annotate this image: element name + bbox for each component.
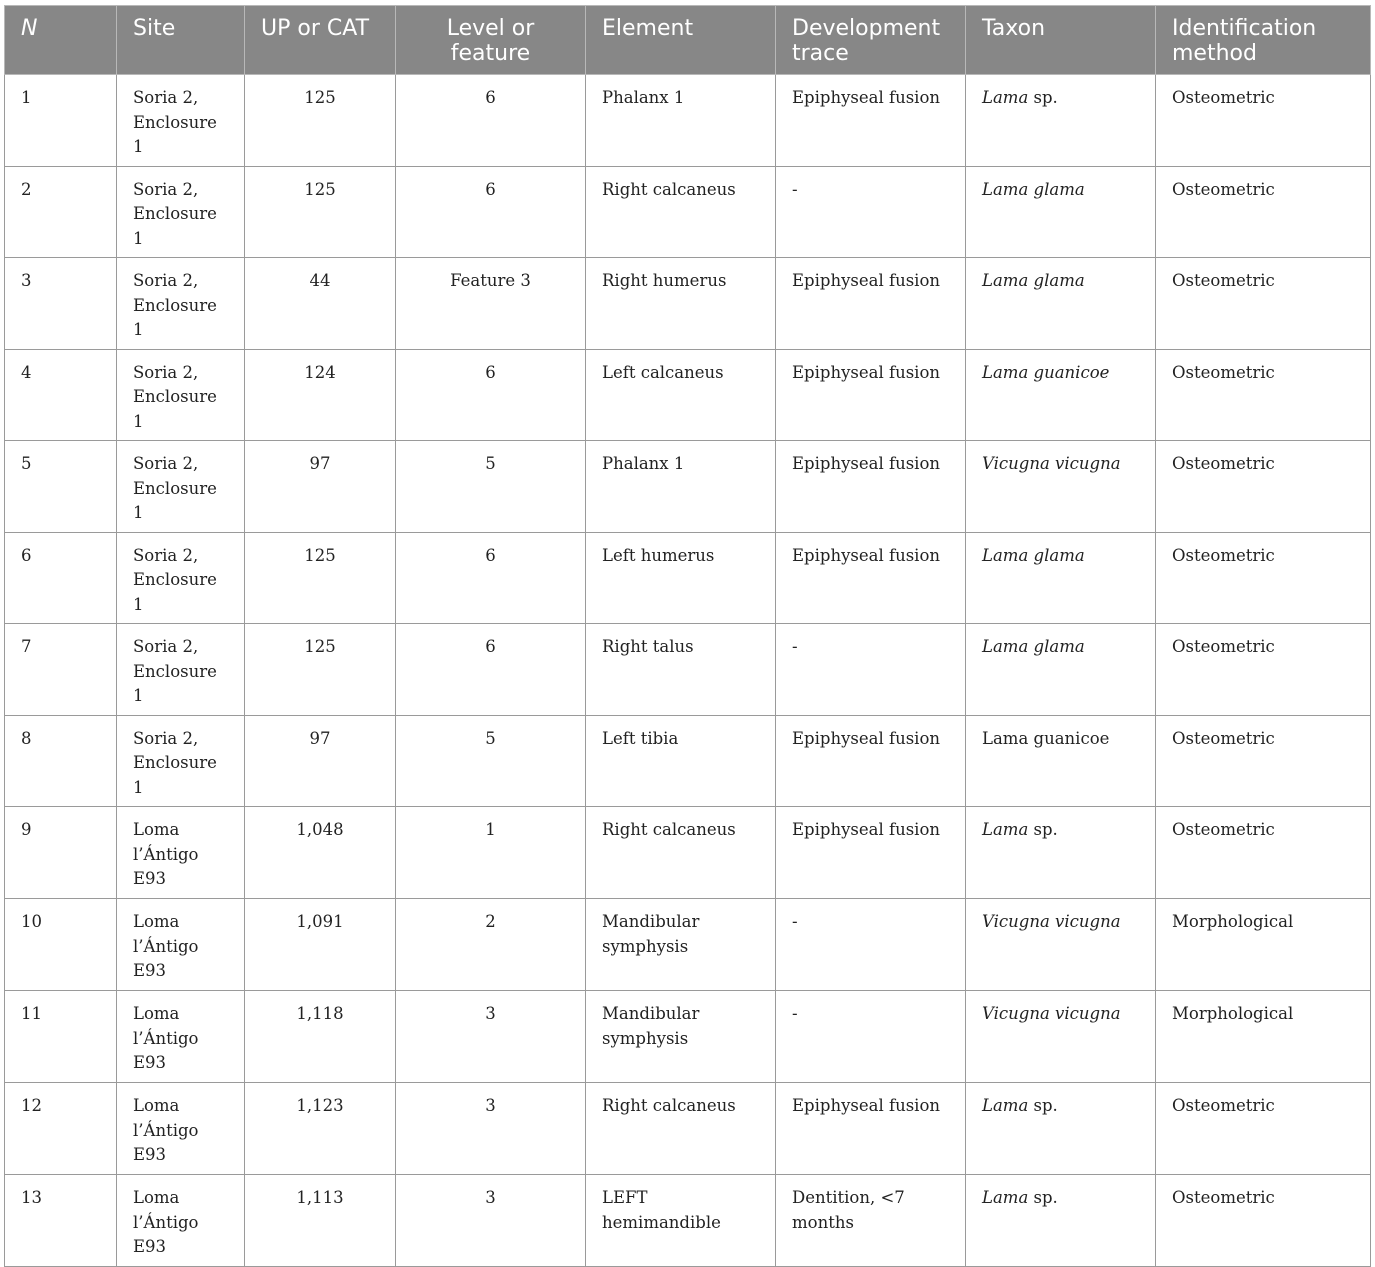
table-row xyxy=(5,715,1371,807)
cell-site: Loma l’Ántigo E93 xyxy=(117,807,245,899)
cell-site: Soria 2, Enclosure 1 xyxy=(117,349,245,441)
cell-identification-method: Osteometric xyxy=(1156,624,1371,716)
cell-identification-method: Osteometric xyxy=(1156,1175,1371,1267)
taxon-genus: Vicugna vicugna xyxy=(982,454,1121,473)
taxon-genus: Lama xyxy=(982,88,1029,107)
taxon-rest: Lama guanicoe xyxy=(982,728,1110,748)
cell-taxon xyxy=(966,991,1156,1083)
cell-site: Soria 2, Enclosure 1 xyxy=(117,75,245,167)
cell-level-or-feature: 6 xyxy=(396,532,586,624)
cell-element: Right humerus xyxy=(586,258,776,350)
cell-n: 3 xyxy=(5,258,117,350)
cell-level-or-feature: 6 xyxy=(396,624,586,716)
cell-n: 10 xyxy=(5,899,117,991)
table-row xyxy=(5,258,1371,350)
table-row xyxy=(5,624,1371,716)
cell-up-or-cat: 97 xyxy=(245,715,396,807)
taxon-genus: Lama glama xyxy=(982,545,1085,565)
cell-taxon xyxy=(966,1175,1156,1267)
cell-up-or-cat: 97 xyxy=(245,441,396,533)
table-row xyxy=(5,75,1371,167)
cell-n: 1 xyxy=(5,75,117,167)
cell-development-trace: Epiphyseal fusion xyxy=(776,532,966,624)
cell-taxon xyxy=(966,349,1156,441)
header-identification-method: Identification method xyxy=(1156,6,1371,75)
cell-site: Loma l’Ántigo E93 xyxy=(117,991,245,1083)
cell-n: 8 xyxy=(5,715,117,807)
taxon-genus: Lama xyxy=(982,1188,1029,1207)
cell-element: Mandibular symphysis xyxy=(586,991,776,1083)
cell-n: 9 xyxy=(5,807,117,899)
cell-taxon xyxy=(966,899,1156,991)
header-site: Site xyxy=(117,6,245,75)
cell-site: Soria 2, Enclosure 1 xyxy=(117,441,245,533)
cell-up-or-cat: 1,091 xyxy=(245,899,396,991)
taxon-genus: Lama xyxy=(982,820,1029,839)
specimen-table xyxy=(4,5,1371,1267)
taxon-genus: Vicugna vicugna xyxy=(982,912,1121,931)
cell-up-or-cat: 125 xyxy=(245,532,396,624)
cell-development-trace: Epiphyseal fusion xyxy=(776,349,966,441)
cell-n: 6 xyxy=(5,532,117,624)
cell-up-or-cat: 125 xyxy=(245,624,396,716)
cell-level-or-feature: 3 xyxy=(396,1083,586,1175)
cell-level-or-feature: 2 xyxy=(396,899,586,991)
taxon-rest: sp. xyxy=(1028,88,1058,107)
cell-level-or-feature: 5 xyxy=(396,441,586,533)
cell-level-or-feature: 6 xyxy=(396,166,586,258)
cell-up-or-cat: 44 xyxy=(245,258,396,350)
cell-development-trace: Dentition, <7 months xyxy=(776,1175,966,1267)
taxon-rest: sp. xyxy=(1028,1096,1058,1115)
cell-n: 13 xyxy=(5,1175,117,1267)
cell-site: Soria 2, Enclosure 1 xyxy=(117,715,245,807)
cell-element: Right calcaneus xyxy=(586,166,776,258)
taxon-genus: Lama glama xyxy=(982,637,1085,656)
taxon-rest: sp. xyxy=(1028,820,1058,839)
cell-up-or-cat: 1,123 xyxy=(245,1083,396,1175)
cell-element: Right calcaneus xyxy=(586,807,776,899)
cell-taxon xyxy=(966,75,1156,167)
cell-up-or-cat: 124 xyxy=(245,349,396,441)
cell-up-or-cat: 125 xyxy=(245,166,396,258)
taxon-rest: sp. xyxy=(1028,1188,1058,1207)
cell-site: Soria 2, Enclosure 1 xyxy=(117,624,245,716)
header-n: N xyxy=(5,6,117,75)
cell-development-trace: Epiphyseal fusion xyxy=(776,441,966,533)
header-element: Element xyxy=(586,6,776,75)
cell-identification-method: Morphological xyxy=(1156,899,1371,991)
cell-level-or-feature: 5 xyxy=(396,715,586,807)
cell-element: Phalanx 1 xyxy=(586,75,776,167)
cell-level-or-feature: 1 xyxy=(396,807,586,899)
taxon-genus: Lama guanicoe xyxy=(982,362,1110,382)
taxon-genus: Vicugna vicugna xyxy=(982,1004,1121,1023)
cell-level-or-feature: 3 xyxy=(396,1175,586,1267)
cell-element: Right calcaneus xyxy=(586,1083,776,1175)
cell-development-trace: - xyxy=(776,991,966,1083)
cell-site: Loma l’Ántigo E93 xyxy=(117,899,245,991)
cell-level-or-feature: 3 xyxy=(396,991,586,1083)
cell-site: Soria 2, Enclosure 1 xyxy=(117,258,245,350)
cell-identification-method: Osteometric xyxy=(1156,166,1371,258)
cell-identification-method: Osteometric xyxy=(1156,441,1371,533)
cell-level-or-feature: 6 xyxy=(396,349,586,441)
cell-site: Soria 2, Enclosure 1 xyxy=(117,532,245,624)
table-row xyxy=(5,1083,1371,1175)
cell-taxon xyxy=(966,258,1156,350)
cell-development-trace: - xyxy=(776,899,966,991)
cell-development-trace: Epiphyseal fusion xyxy=(776,75,966,167)
cell-element: Right talus xyxy=(586,624,776,716)
cell-up-or-cat: 125 xyxy=(245,75,396,167)
table-row xyxy=(5,441,1371,533)
cell-element: Mandibular symphysis xyxy=(586,899,776,991)
cell-taxon xyxy=(966,715,1156,807)
cell-taxon xyxy=(966,1083,1156,1175)
cell-identification-method: Osteometric xyxy=(1156,807,1371,899)
cell-up-or-cat: 1,048 xyxy=(245,807,396,899)
cell-n: 4 xyxy=(5,349,117,441)
cell-development-trace: Epiphyseal fusion xyxy=(776,258,966,350)
cell-identification-method: Morphological xyxy=(1156,991,1371,1083)
cell-n: 11 xyxy=(5,991,117,1083)
cell-n: 12 xyxy=(5,1083,117,1175)
cell-development-trace: - xyxy=(776,166,966,258)
cell-n: 5 xyxy=(5,441,117,533)
header-taxon: Taxon xyxy=(966,6,1156,75)
table-row xyxy=(5,1175,1371,1267)
cell-development-trace: Epiphyseal fusion xyxy=(776,1083,966,1175)
cell-n: 7 xyxy=(5,624,117,716)
cell-element: Left humerus xyxy=(586,532,776,624)
cell-identification-method: Osteometric xyxy=(1156,258,1371,350)
taxon-genus: Lama xyxy=(982,1096,1029,1115)
cell-element: Phalanx 1 xyxy=(586,441,776,533)
table-row xyxy=(5,991,1371,1083)
cell-taxon xyxy=(966,441,1156,533)
header-row xyxy=(5,6,1371,75)
table-row xyxy=(5,532,1371,624)
cell-site: Soria 2, Enclosure 1 xyxy=(117,166,245,258)
cell-site: Loma l’Ántigo E93 xyxy=(117,1175,245,1267)
cell-development-trace: - xyxy=(776,624,966,716)
table-row xyxy=(5,899,1371,991)
header-up-or-cat: UP or CAT xyxy=(245,6,396,75)
cell-taxon xyxy=(966,166,1156,258)
cell-element: LEFT hemimandible xyxy=(586,1175,776,1267)
header-level-or-feature: Level or feature xyxy=(396,6,586,75)
cell-identification-method: Osteometric xyxy=(1156,1083,1371,1175)
cell-development-trace: Epiphyseal fusion xyxy=(776,807,966,899)
cell-level-or-feature: Feature 3 xyxy=(396,258,586,350)
cell-element: Left tibia xyxy=(586,715,776,807)
taxon-genus: Lama glama xyxy=(982,179,1085,199)
table-row xyxy=(5,807,1371,899)
cell-identification-method: Osteometric xyxy=(1156,532,1371,624)
cell-taxon xyxy=(966,532,1156,624)
cell-development-trace: Epiphyseal fusion xyxy=(776,715,966,807)
cell-taxon xyxy=(966,807,1156,899)
cell-identification-method: Osteometric xyxy=(1156,349,1371,441)
cell-identification-method: Osteometric xyxy=(1156,75,1371,167)
cell-up-or-cat: 1,113 xyxy=(245,1175,396,1267)
cell-n: 2 xyxy=(5,166,117,258)
cell-element: Left calcaneus xyxy=(586,349,776,441)
cell-level-or-feature: 6 xyxy=(396,75,586,167)
cell-taxon xyxy=(966,624,1156,716)
taxon-genus: Lama glama xyxy=(982,271,1085,290)
cell-site: Loma l’Ántigo E93 xyxy=(117,1083,245,1175)
header-development-trace: Development trace xyxy=(776,6,966,75)
table-row xyxy=(5,349,1371,441)
cell-up-or-cat: 1,118 xyxy=(245,991,396,1083)
cell-identification-method: Osteometric xyxy=(1156,715,1371,807)
table-row xyxy=(5,166,1371,258)
